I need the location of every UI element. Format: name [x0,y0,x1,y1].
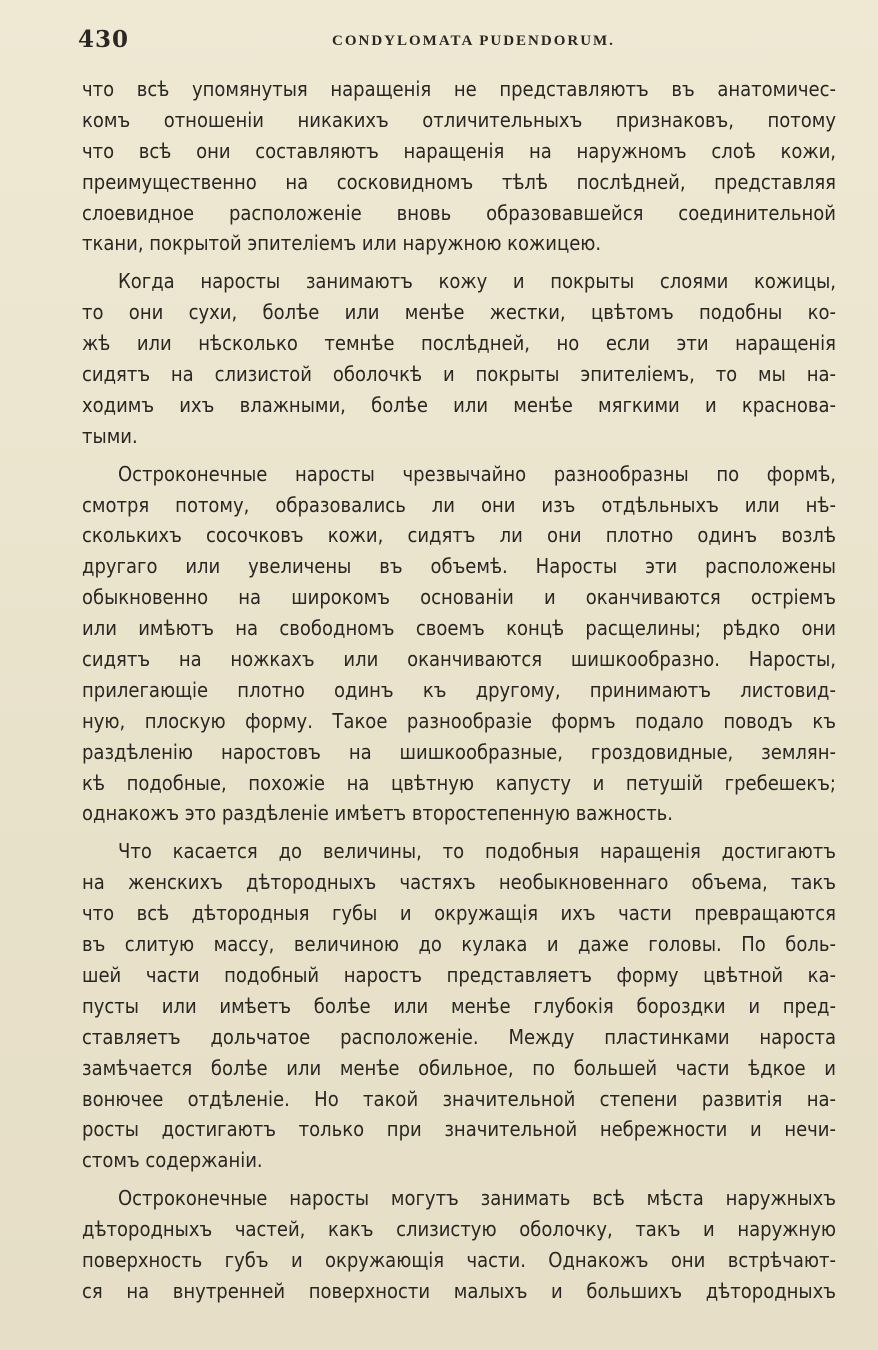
text-line: ся на внутренней поверхности малыхъ и большихъ дѣтородныхъ [82,1278,836,1303]
text-line: стомъ содержаніи. [82,1148,263,1173]
text-line: другаго или увеличены въ объемѣ. Наросты эти расположены [82,554,836,579]
page-header [78,26,838,62]
text-line: ткани, покрытой эпителіемъ или наружною кожицею. [82,231,602,256]
text-line: тыми. [82,423,138,448]
text-line: что всѣ они составляютъ наращенія на наружномъ слоѣ кожи, [82,138,836,163]
text-line: Когда наросты занимаютъ кожу и покрыты слоями кожицы, [118,269,836,294]
text-line: смотря потому, образовались ли они изъ отдѣльныхъ или нѣ- [82,492,836,517]
text-line: замѣчается болѣе или менѣе обильное, по большей части ѣдкое и [82,1055,836,1080]
text-line: прилегающіе плотно одинъ къ другому, принимаютъ листовид- [82,677,836,702]
text-line: сидятъ на ножкахъ или оканчиваются шишкообразно. Наросты, [82,647,836,672]
text-line: раздѣленію наростовъ на шишкообразные, гроздовидные, землян- [82,739,836,764]
text-line: однакожъ это раздѣленіе имѣетъ второстепенную важность. [82,801,673,826]
text-line: жѣ или нѣсколько темнѣе послѣдней, но если эти наращенія [82,331,836,356]
text-line: въ слитую массу, величиною до кулака и даже головы. По боль- [82,932,836,957]
text-line: что всѣ дѣтородныя губы и окружащія ихъ части превращаются [82,901,836,926]
text-line: или имѣютъ на свободномъ своемъ концѣ расщелины; рѣдко они [82,616,836,641]
text-line: слоевидное расположеніе вновь образовавшейся соединительной [82,200,836,225]
text-line: сколькихъ сосочковъ кожи, сидятъ ли они плотно одинъ возлѣ [82,523,836,548]
text-line: дѣтородныхъ частей, какъ слизистую оболочку, такъ и наружную [82,1217,836,1242]
text-line: росты достигаютъ только при значительной небрежности и нечи- [82,1117,836,1142]
paragraph [82,836,836,1176]
paragraph [82,459,836,830]
paragraph [82,266,836,451]
text-line: преимущественно на сосковидномъ тѣлѣ послѣдней, представляя [82,169,836,194]
text-line: обыкновенно на широкомъ основаніи и оканчиваются остріемъ [82,585,836,610]
text-line: комъ отношеніи никакихъ отличительныхъ признаковъ, потому [82,107,836,132]
text-line: то они сухи, болѣе или менѣе жестки, цвѣтомъ подобны ко- [82,300,836,325]
text-line: Что касается до величины, то подобныя наращенія достигаютъ [118,839,836,864]
text-line: Остроконечные наросты чрезвычайно разнообразны по формѣ, [118,461,836,486]
text-line: шей части подобный наростъ представляетъ форму цвѣтной ка- [82,962,836,987]
running-head: CONDYLOMATA PUDENDORUM. [332,33,615,49]
body-text [82,74,836,1314]
text-line: ходимъ ихъ влажными, болѣе или менѣе мягкими и краснова- [82,392,836,417]
text-line: поверхность губъ и окружающія части. Однакожъ они встрѣчают- [82,1247,836,1272]
text-line: вонючее отдѣленіе. Но такой значительной степени развитія на- [82,1086,836,1111]
text-line: Остроконечные наросты могутъ занимать всѣ мѣста наружныхъ [118,1186,836,1211]
text-line: ставляетъ дольчатое расположеніе. Между пластинками нароста [82,1024,836,1049]
text-line: что всѣ упомянутыя наращенія не представляютъ въ анатомичес- [82,77,836,101]
page-number: 430 [78,26,130,53]
text-line: на женскихъ дѣтородныхъ частяхъ необыкновеннаго объема, такъ [82,870,836,895]
text-line: пусты или имѣетъ болѣе или менѣе глубокія бороздки и пред- [82,993,836,1018]
text-line: кѣ подобные, похожіе на цвѣтную капусту и петушій гребешекъ; [82,770,836,795]
text-line: сидятъ на слизистой оболочкѣ и покрыты эпителіемъ, то мы на- [82,362,836,387]
paragraph [82,1183,836,1307]
text-line: ную, плоскую форму. Такое разнообразіе формъ подало поводъ къ [82,708,836,733]
paragraph [82,74,836,259]
